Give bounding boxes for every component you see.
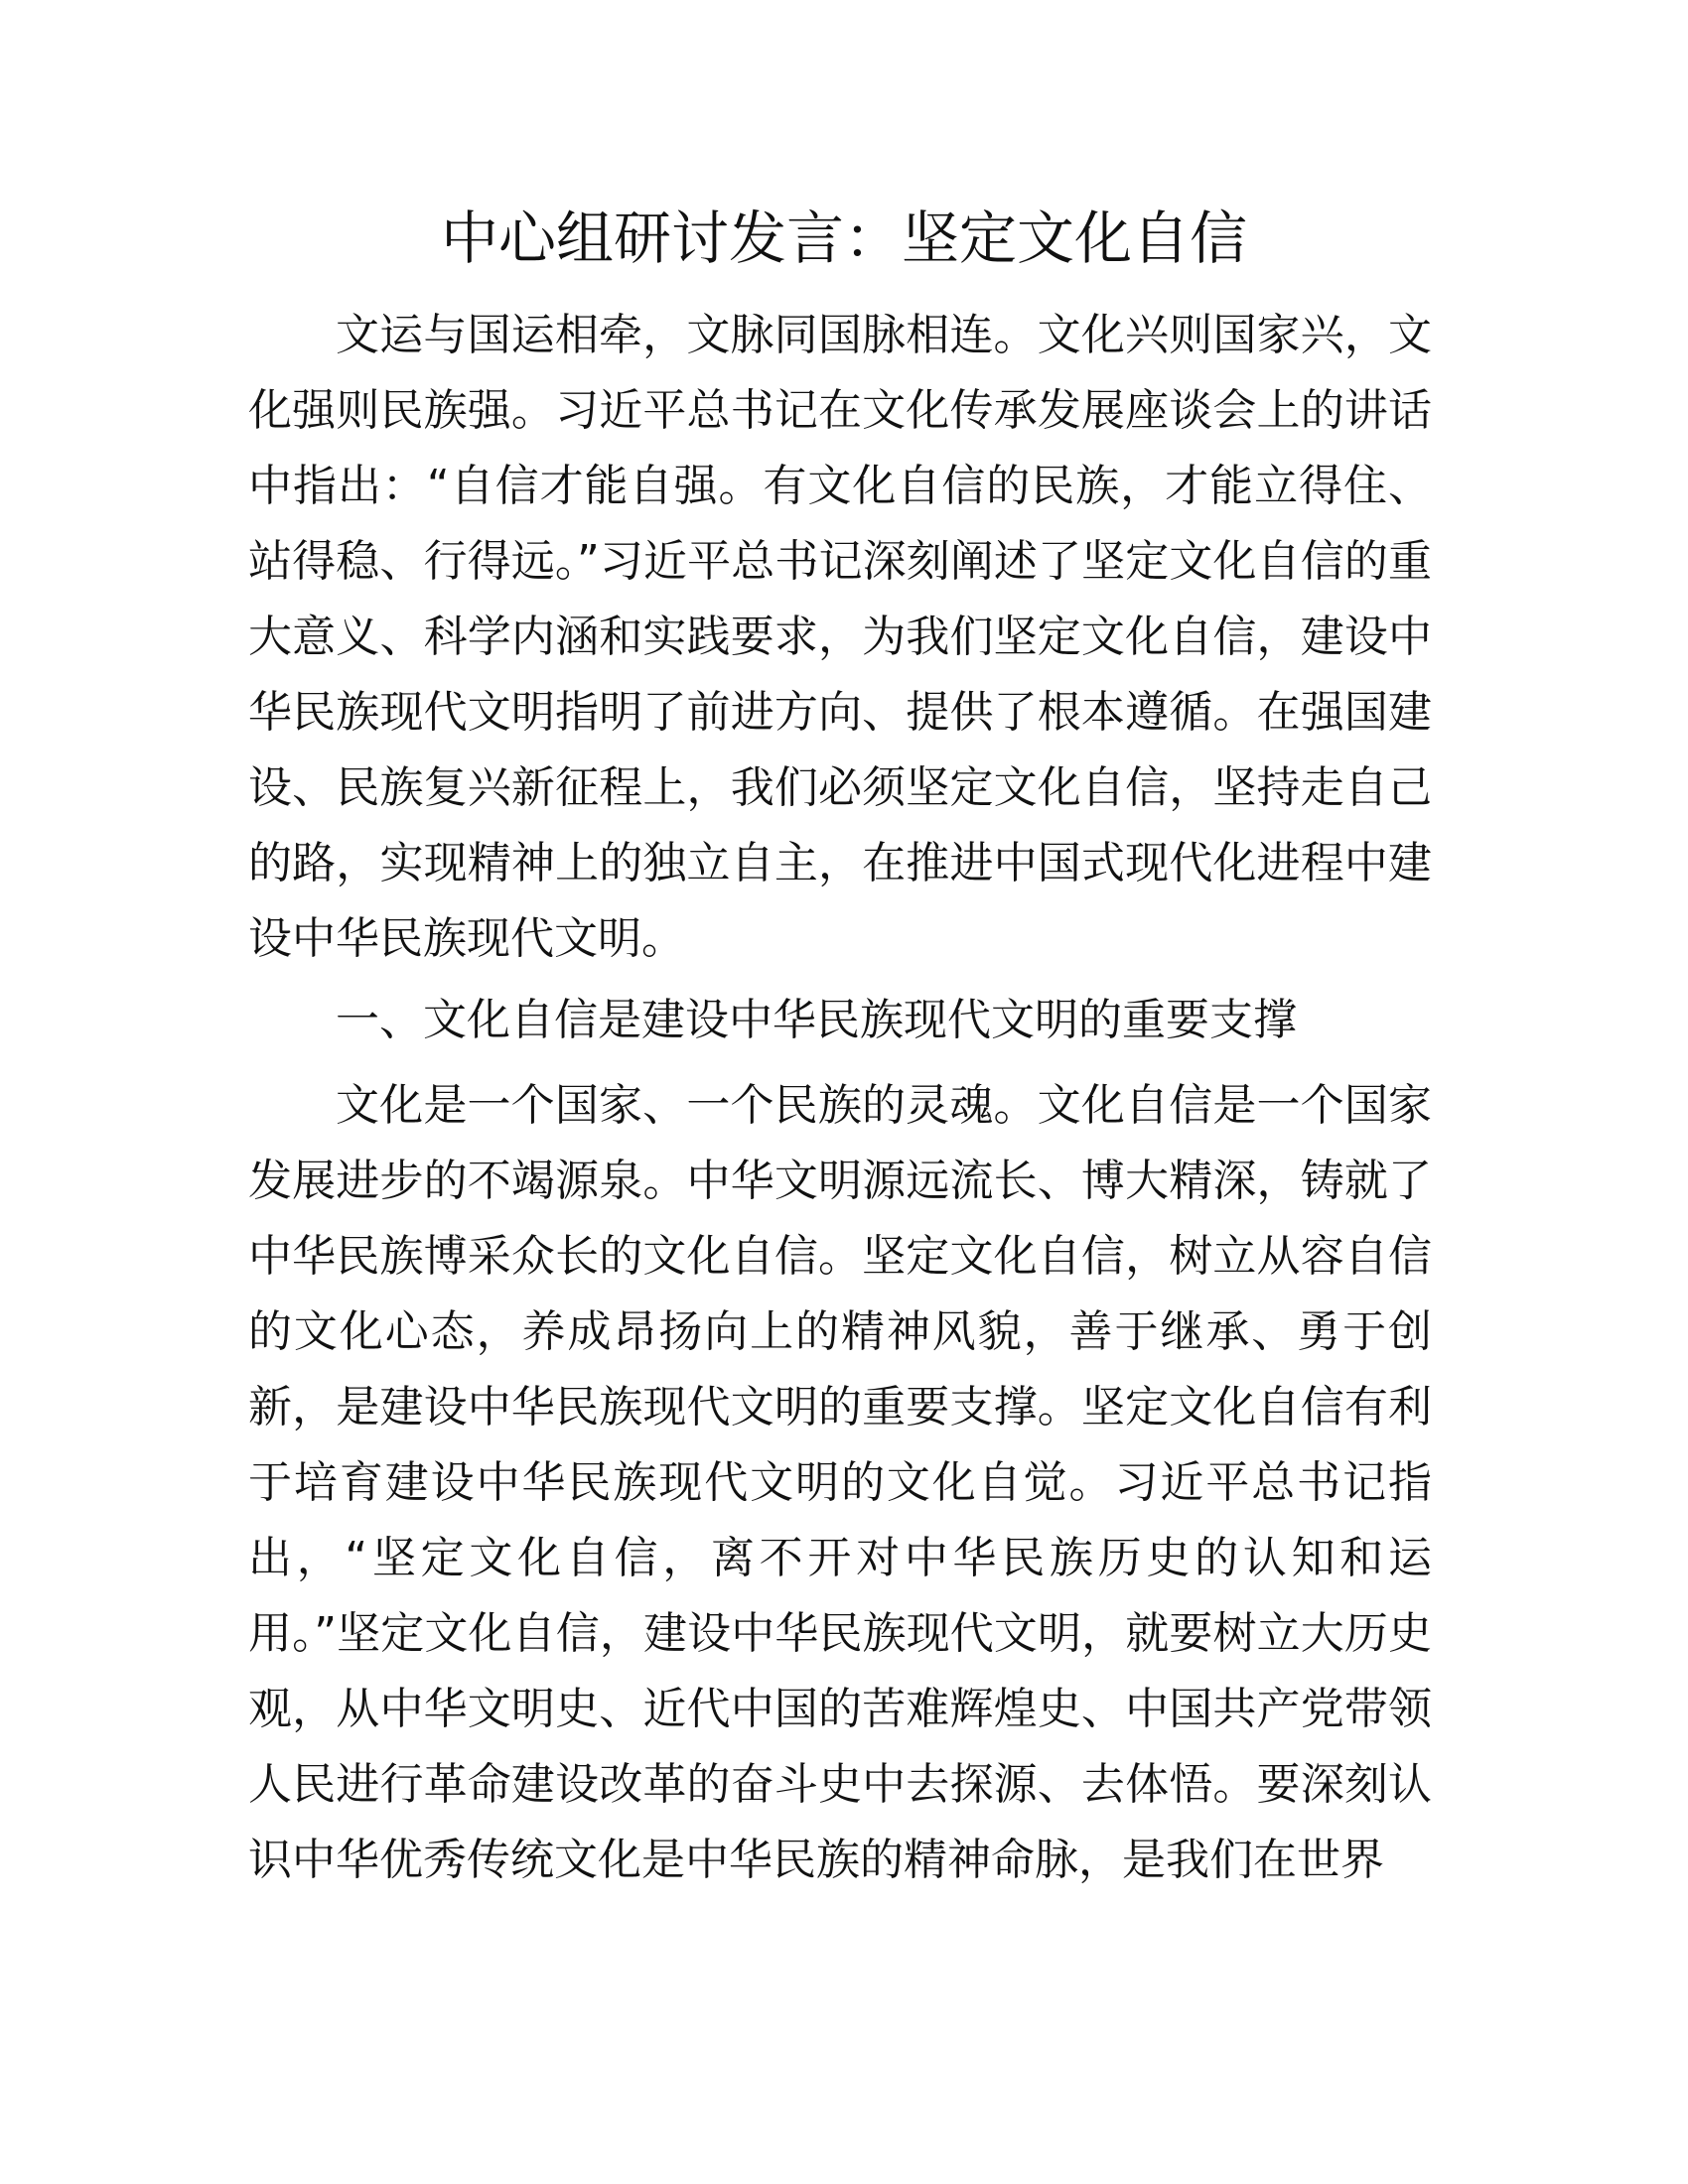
intro-paragraph: 文运与国运相牵，文脉同国脉相连。文化兴则国家兴，文化强则民族强。习近平总书记在文化传承发展座谈会上的讲话中指出：“自信才能自强。有文化自信的民族，才能立得住、站得稳、行得远。”习近平总书记深刻阐述了坚定文化自信的重大意义、科学内涵和实践要求，为我们坚定文化自信，建设中华民族现代文明指明了前进方向、提供了根本遵循。在强国建设、民族复兴新征程上，我们必须坚定文化自信，坚持走自己的路，实现精神上的独立自主，在推进中国式现代化进程中建设中华民族现代文明。: [248, 310, 1432, 964]
document-title: 中心组研讨发言：坚定文化自信: [440, 205, 1247, 272]
section-paragraph: 文化是一个国家、一个民族的灵魂。文化自信是一个国家发展进步的不竭源泉。中华文明源远流长、博大精深，铸就了中华民族博采众长的文化自信。坚定文化自信，树立从容自信的文化心态，养成昂扬向上的精神风貌，善于继承、勇于创新，是建设中华民族现代文明的重要支撑。坚定文化自信有利于培育建设中华民族现代文明的文化自觉。习近平总书记指出，“坚定文化自信，离不开对中华民族历史的认知和运用。”坚定文化自信，建设中华民族现代文明，就要树立大历史观，从中华文明史、近代中国的苦难辉煌史、中国共产党带领人民进行革命建设改革的奋斗史中去探源、去体悟。要深刻认识中华优秀传统文化是中华民族的精神命脉，是我们在世界: [248, 1080, 1432, 1885]
section-heading: 一、文化自信是建设中华民族现代文明的重要支撑: [336, 995, 1297, 1045]
document-body: [248, 298, 1432, 1904]
